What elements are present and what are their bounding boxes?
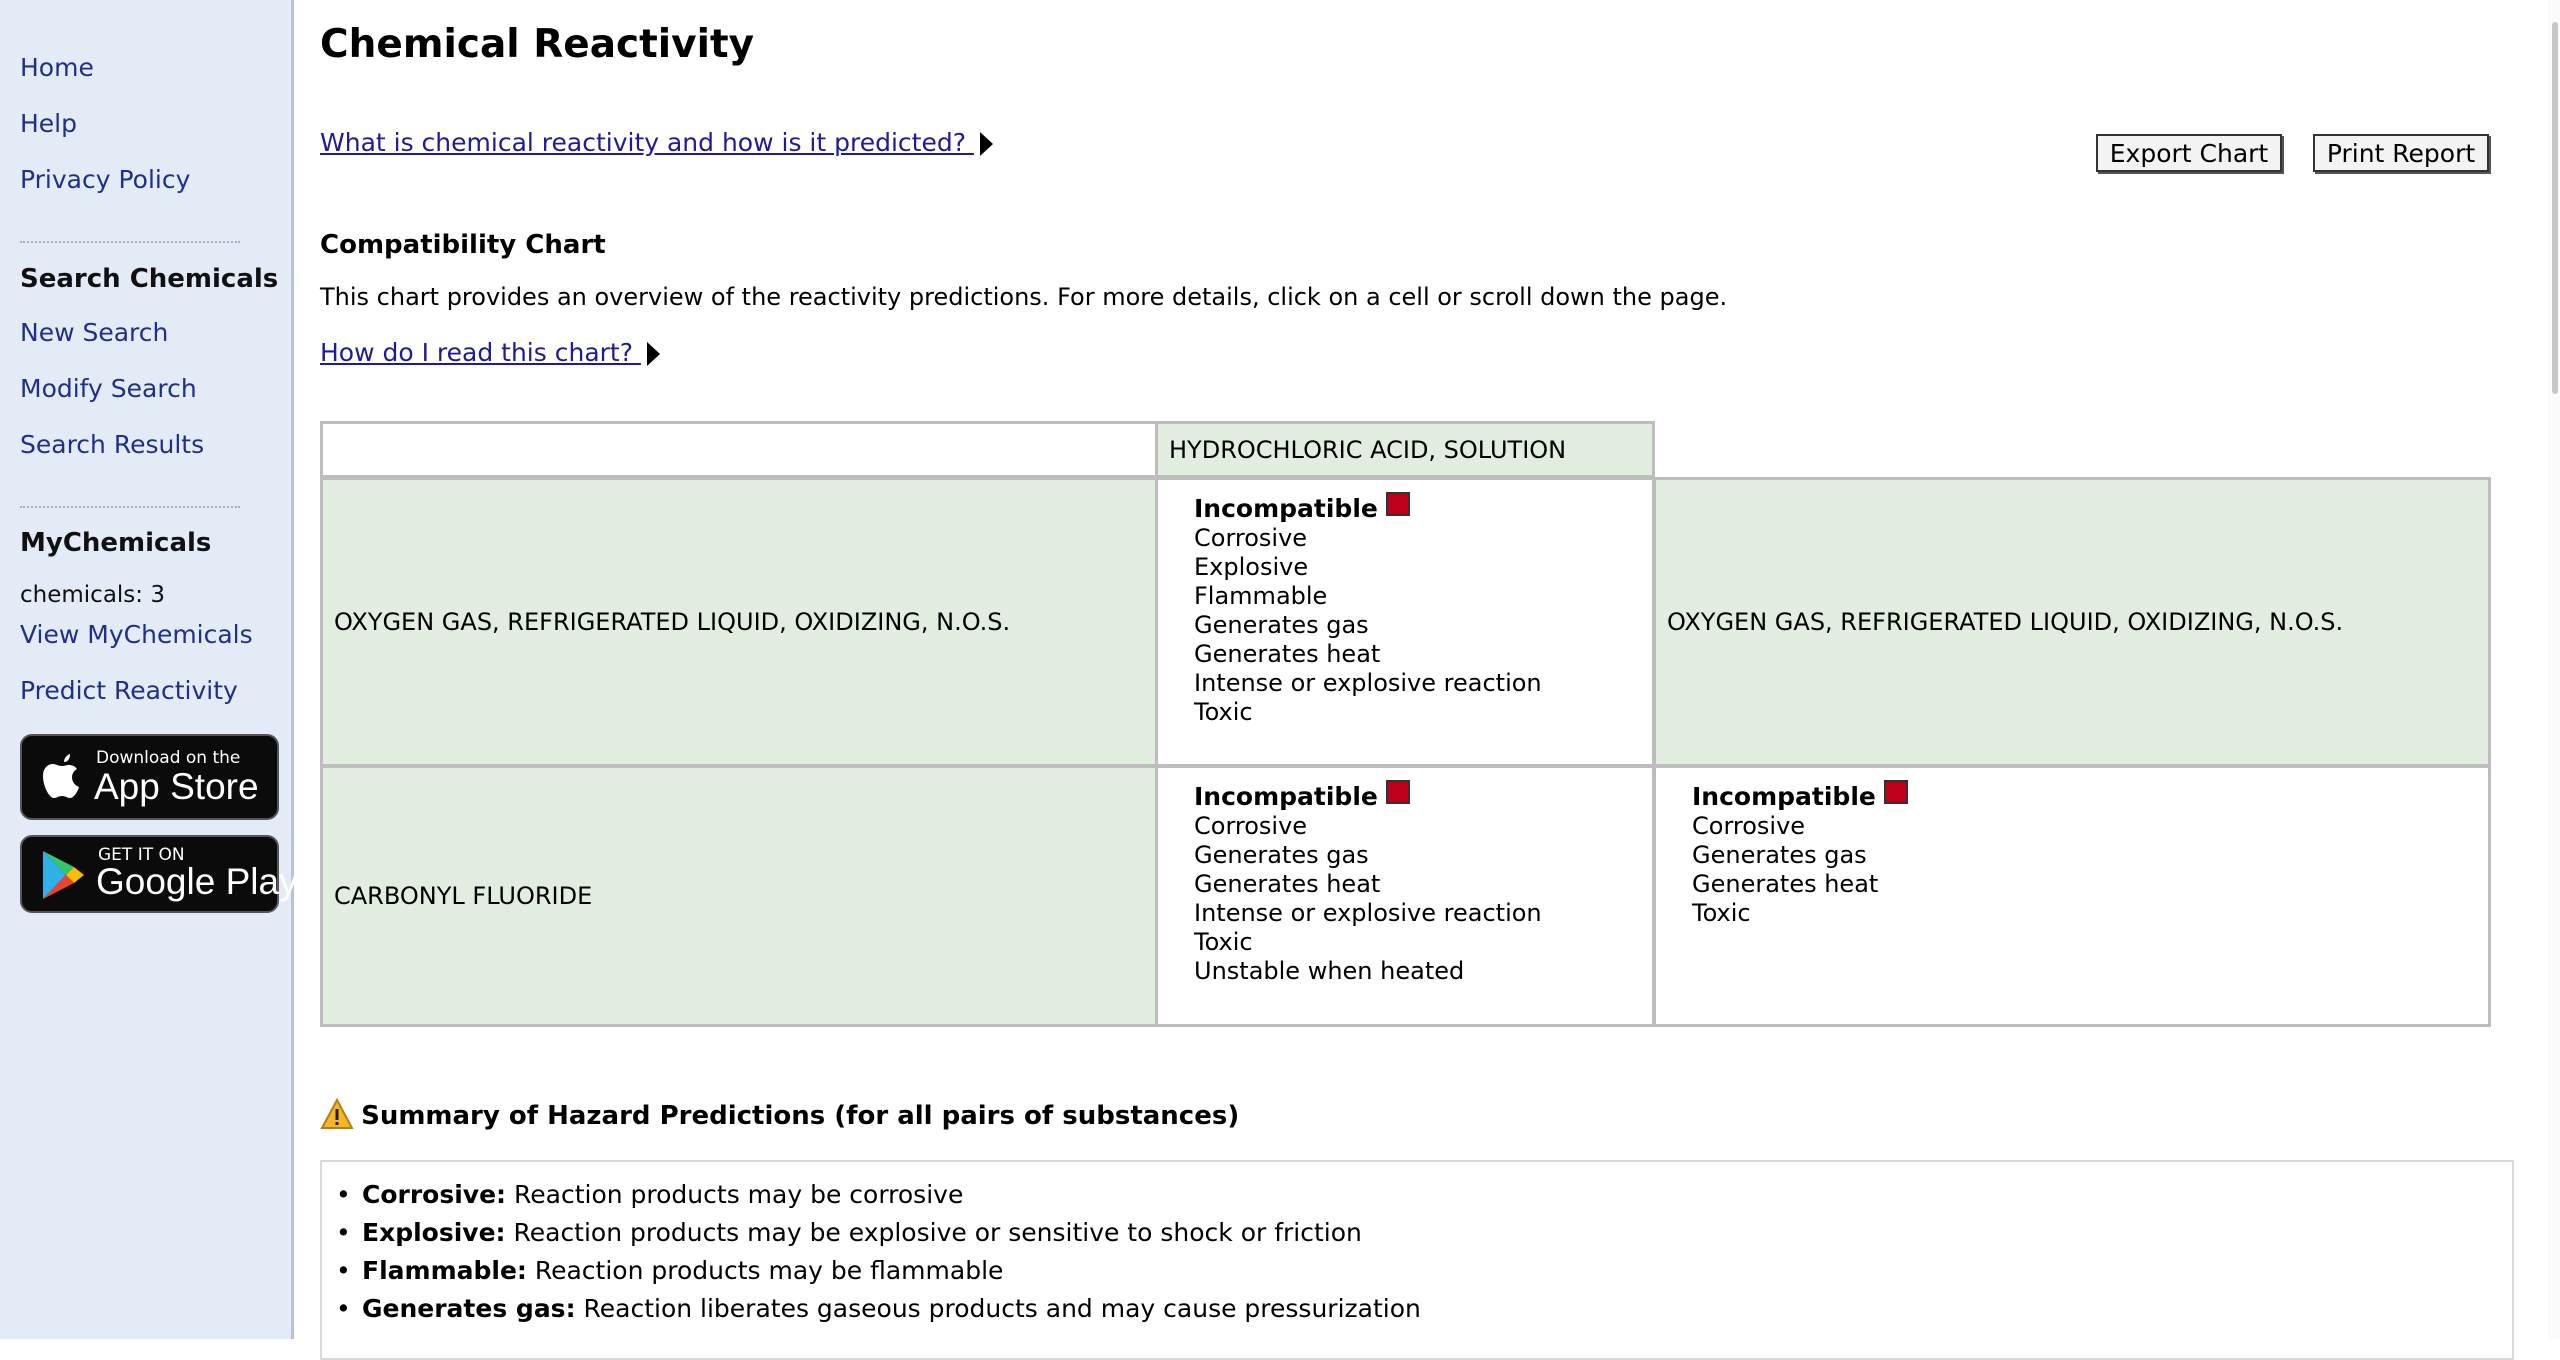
hazard-item: Toxic (1194, 698, 1253, 726)
chart-row-header (320, 477, 1158, 767)
summary-box (320, 1160, 2514, 1360)
app-store-badge[interactable] (20, 734, 279, 820)
summary-heading: Summary of Hazard Predictions (for all pairs of substances) (361, 1101, 1240, 1131)
print-report-button[interactable]: Print Report (2313, 134, 2489, 172)
hazard-item: Unstable when heated (1194, 957, 1465, 985)
modify-search-link[interactable]: Modify Search (20, 374, 197, 403)
bullet-icon: • (336, 1294, 351, 1323)
bullet-icon: • (336, 1256, 351, 1285)
mychemicals-heading: MyChemicals (20, 528, 212, 558)
hazard-item: Generates heat (1194, 640, 1381, 668)
column-header-label: HYDROCHLORIC ACID, SOLUTION (1169, 435, 1567, 464)
expand-triangle-icon (980, 132, 993, 156)
chart-corner-cell (320, 421, 1158, 478)
export-chart-button[interactable]: Export Chart (2096, 134, 2282, 172)
diagonal-header-label: OXYGEN GAS, REFRIGERATED LIQUID, OXIDIZING, N.O.S. (1667, 608, 2344, 636)
sidebar-divider (20, 241, 240, 243)
sidebar (0, 0, 298, 1339)
google-play-big-text: Google Play (96, 861, 298, 902)
chemicals-count: chemicals: 3 (20, 582, 165, 608)
summary-item (336, 1218, 1362, 1247)
prediction-status: Incompatible (1194, 494, 1378, 523)
chart-column-header (1155, 421, 1655, 478)
read-chart-toggle[interactable] (320, 338, 660, 367)
new-search-link[interactable]: New Search (20, 318, 169, 347)
chart-diagonal-header (1653, 477, 2491, 767)
hazard-item: Toxic (1194, 928, 1253, 956)
summary-item (336, 1180, 964, 1209)
chart-prediction-cell[interactable] (1155, 765, 1655, 1027)
chart-description: This chart provides an overview of the reactivity predictions. For more details, click on a cell or scroll down the page. (320, 283, 1728, 311)
nav-home-link[interactable]: Home (20, 53, 94, 82)
row-header-label: CARBONYL FLUORIDE (334, 882, 593, 910)
warning-icon (320, 1098, 354, 1130)
search-chemicals-heading: Search Chemicals (20, 264, 279, 294)
google-play-small-text: GET IT ON (98, 845, 185, 865)
page-title: Chemical Reactivity (320, 22, 755, 67)
incompatible-indicator-icon (1386, 780, 1410, 804)
scrollbar-thumb[interactable] (2552, 22, 2558, 394)
bullet-icon: • (336, 1180, 351, 1209)
incompatible-indicator-icon (1884, 780, 1908, 804)
page-scrollbar[interactable] (2548, 0, 2560, 1339)
incompatible-indicator-icon (1386, 492, 1410, 516)
chart-prediction-cell[interactable] (1653, 765, 2491, 1027)
compatibility-chart-heading: Compatibility Chart (320, 230, 606, 260)
reactivity-info-link[interactable]: What is chemical reactivity and how is it predicted? (320, 128, 974, 157)
summary-desc: Reaction products may be explosive or sensitive to shock or friction (505, 1218, 1362, 1247)
prediction-status: Incompatible (1194, 782, 1378, 811)
summary-desc: Reaction products may be flammable (526, 1256, 1004, 1285)
hazard-item: Generates gas (1194, 841, 1369, 869)
summary-term: Explosive: (362, 1218, 506, 1247)
expand-triangle-icon (647, 342, 660, 366)
summary-desc: Reaction products may be corrosive (506, 1180, 964, 1209)
hazard-item: Corrosive (1692, 812, 1806, 840)
hazard-item: Toxic (1692, 899, 1751, 927)
summary-term: Flammable: (362, 1256, 527, 1285)
summary-item (336, 1294, 1421, 1323)
chart-prediction-cell[interactable] (1155, 477, 1655, 767)
sidebar-divider (20, 506, 240, 508)
app-store-big-text: App Store (94, 766, 259, 807)
chart-row-header (320, 765, 1158, 1027)
hazard-item: Generates gas (1692, 841, 1867, 869)
hazard-item: Generates heat (1692, 870, 1879, 898)
hazard-item: Explosive (1194, 553, 1309, 581)
predict-reactivity-link[interactable]: Predict Reactivity (20, 676, 238, 705)
hazard-item: Intense or explosive reaction (1194, 899, 1542, 927)
nav-privacy-policy-link[interactable]: Privacy Policy (20, 165, 191, 194)
google-play-badge[interactable] (20, 835, 298, 913)
google-play-icon (40, 849, 86, 901)
summary-term: Corrosive: (362, 1180, 507, 1209)
row-header-label: OXYGEN GAS, REFRIGERATED LIQUID, OXIDIZING, N.O.S. (334, 608, 1011, 636)
search-results-link[interactable]: Search Results (20, 430, 205, 459)
hazard-item: Corrosive (1194, 524, 1308, 552)
hazard-item: Corrosive (1194, 812, 1308, 840)
summary-item (336, 1256, 1004, 1285)
nav-help-link[interactable]: Help (20, 109, 77, 138)
summary-heading-row (320, 1098, 1239, 1131)
app-store-small-text: Download on the (96, 748, 241, 768)
read-chart-link[interactable]: How do I read this chart? (320, 338, 641, 367)
view-mychemicals-link[interactable]: View MyChemicals (20, 620, 253, 649)
hazard-item: Flammable (1194, 582, 1328, 610)
summary-desc: Reaction liberates gaseous products and may cause pressurization (575, 1294, 1421, 1323)
hazard-item: Intense or explosive reaction (1194, 669, 1542, 697)
hazard-item: Generates heat (1194, 870, 1381, 898)
hazard-item: Generates gas (1194, 611, 1369, 639)
prediction-status: Incompatible (1692, 782, 1876, 811)
bullet-icon: • (336, 1218, 351, 1247)
apple-icon (40, 750, 84, 804)
reactivity-info-toggle[interactable] (320, 128, 993, 157)
summary-term: Generates gas: (362, 1294, 576, 1323)
